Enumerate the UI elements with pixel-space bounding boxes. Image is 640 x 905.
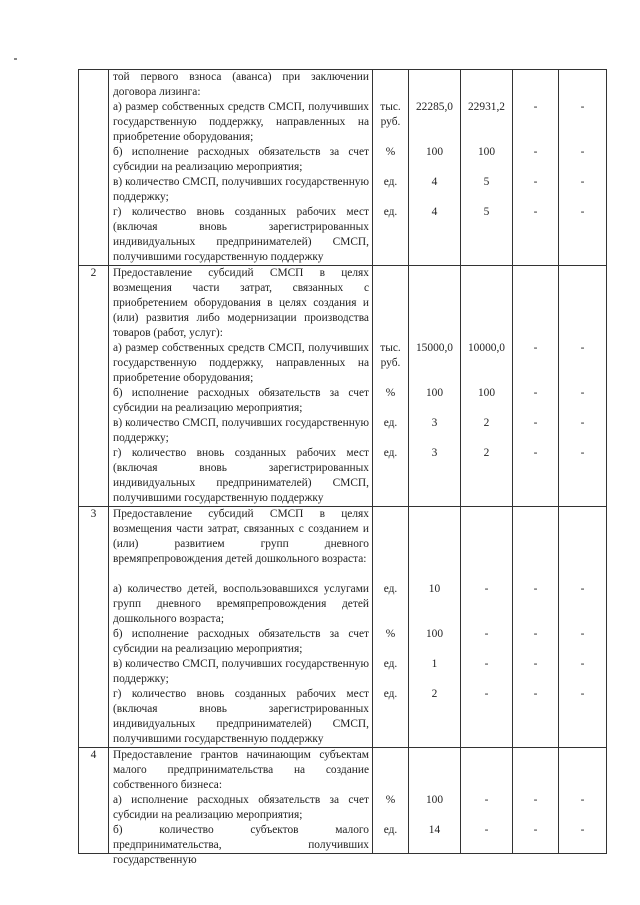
- heading-spacer: [513, 507, 558, 582]
- value-block: [373, 823, 408, 853]
- indicator-value: -: [533, 688, 538, 700]
- value-cell: [559, 748, 607, 854]
- indicator-value: 2: [483, 417, 490, 429]
- value-block: [373, 687, 408, 747]
- value-block: [559, 446, 606, 506]
- table-row: [79, 70, 607, 266]
- value-block: [373, 386, 408, 416]
- unit-label: %: [385, 628, 396, 640]
- row-number: 2: [79, 266, 109, 507]
- value-cell: [461, 748, 513, 854]
- heading-spacer: [409, 266, 460, 341]
- heading-spacer: [373, 748, 408, 793]
- unit-label: %: [385, 146, 396, 158]
- value-block: [559, 100, 606, 145]
- value-block: [373, 657, 408, 687]
- value-block: [559, 416, 606, 446]
- indicator-value: -: [533, 824, 538, 836]
- indicator-value: 22931,2: [467, 101, 506, 113]
- row-heading: Предоставление субсидий СМСП в целях возмещения части затрат, связанных с приобретением оборудования в целях создания и (или) развития либо модернизации производства товаров (работ, услуг):: [113, 267, 369, 339]
- indicator-value: -: [580, 583, 585, 595]
- value-block: [461, 386, 512, 416]
- value-block: [461, 416, 512, 446]
- value-block: [373, 341, 408, 386]
- value-block: [513, 687, 558, 747]
- indicator-value: 10000,0: [467, 342, 506, 354]
- value-block: [373, 627, 408, 657]
- value-cell: [513, 266, 559, 507]
- unit-label: руб.: [380, 357, 401, 369]
- indicator-value: 100: [425, 628, 444, 640]
- indicator-text: г) количество вновь созданных рабочих мест (включая вновь зарегистрированных индивидуальных предпринимателей) СМСП, получившими государственную поддержку: [113, 206, 369, 263]
- indicator-text: б) количество субъектов малого предпринимательства, получивших государственную: [113, 824, 369, 866]
- row-heading: Предоставление субсидий СМСП в целях возмещения части затрат, связанных с созданием и (или) развитием групп дневного времяпрепровождения детей дошкольного возраста:: [113, 508, 369, 565]
- value-block: [559, 205, 606, 265]
- indicator-value: -: [533, 146, 538, 158]
- table-row: [79, 507, 607, 748]
- indicator-value: -: [580, 417, 585, 429]
- indicator-value: 100: [425, 387, 444, 399]
- indicator-text: в) количество СМСП, получивших государственную поддержку;: [113, 417, 369, 444]
- table-row: [79, 266, 607, 507]
- indicator-value: 100: [425, 794, 444, 806]
- indicator-value: -: [580, 176, 585, 188]
- table-row: [79, 748, 607, 854]
- value-block: [513, 793, 558, 823]
- indicator-value: 5: [483, 206, 490, 218]
- indicator-text: а) размер собственных средств СМСП, получивших государственную поддержку, направленных на приобретение оборудования;: [113, 342, 369, 384]
- row-heading: Предоставление грантов начинающим субъектам малого предпринимательства на создание собственного бизнеса:: [113, 749, 369, 791]
- indicator-text: б) исполнение расходных обязательств за счет субсидии на реализацию мероприятия;: [113, 146, 369, 173]
- indicator-value: -: [533, 794, 538, 806]
- indicator-text: б) исполнение расходных обязательств за счет субсидии на реализацию мероприятия;: [113, 628, 369, 655]
- indicator-value: -: [580, 447, 585, 459]
- value-block: [513, 416, 558, 446]
- unit-cell: [373, 70, 409, 266]
- row-number: [79, 70, 109, 266]
- indicators-table: [78, 69, 607, 866]
- value-block: [559, 627, 606, 657]
- value-block: [559, 386, 606, 416]
- value-block: [461, 446, 512, 506]
- row-description: [109, 507, 373, 748]
- value-block: [513, 657, 558, 687]
- row-number: 4: [79, 748, 109, 854]
- indicator-value: 10: [428, 583, 441, 595]
- value-block: [409, 145, 460, 175]
- indicator-value: -: [533, 206, 538, 218]
- row-heading: той первого взноса (аванса) при заключении договора лизинга:: [113, 71, 369, 98]
- heading-spacer: [513, 266, 558, 341]
- value-block: [409, 341, 460, 386]
- indicator-value: -: [533, 447, 538, 459]
- heading-spacer: [513, 748, 558, 793]
- value-block: [373, 100, 408, 145]
- indicator-text: в) количество СМСП, получивших государственную поддержку;: [113, 176, 369, 203]
- value-block: [409, 100, 460, 145]
- indicator-text: а) исполнение расходных обязательств за счет субсидии на реализацию мероприятия;: [113, 794, 369, 821]
- value-cell: [461, 266, 513, 507]
- value-block: [559, 823, 606, 853]
- value-block: [409, 446, 460, 506]
- heading-spacer: [559, 70, 606, 100]
- indicator-value: 15000,0: [415, 342, 454, 354]
- unit-label: ед.: [383, 447, 398, 459]
- value-block: [373, 145, 408, 175]
- indicator-value: 4: [431, 206, 438, 218]
- row-description: [109, 266, 373, 507]
- indicator-value: -: [580, 688, 585, 700]
- indicator-text: а) количество детей, воспользовавшихся услугами групп дневного времяпрепровождения детей дошкольного возраста;: [113, 583, 369, 625]
- indicator-value: -: [533, 628, 538, 640]
- value-block: [461, 205, 512, 265]
- indicator-value: -: [580, 794, 585, 806]
- indicator-value: -: [580, 658, 585, 670]
- value-cell: [409, 70, 461, 266]
- value-block: [409, 205, 460, 265]
- value-block: [373, 416, 408, 446]
- heading-spacer: [373, 70, 408, 100]
- value-block: [461, 823, 512, 853]
- indicator-value: -: [533, 176, 538, 188]
- indicator-value: 14: [428, 824, 441, 836]
- indicator-text: а) размер собственных средств СМСП, получивших государственную поддержку, направленных на приобретение оборудования;: [113, 101, 369, 143]
- indicator-value: 2: [431, 688, 438, 700]
- unit-cell: [373, 748, 409, 854]
- value-block: [559, 687, 606, 747]
- value-cell: [513, 70, 559, 266]
- value-block: [461, 582, 512, 627]
- unit-label: руб.: [380, 116, 401, 128]
- unit-label: ед.: [383, 583, 398, 595]
- indicator-value: -: [484, 583, 489, 595]
- value-block: [373, 793, 408, 823]
- unit-label: ед.: [383, 176, 398, 188]
- unit-label: тыс.: [380, 342, 401, 354]
- value-block: [513, 446, 558, 506]
- heading-spacer: [409, 70, 460, 100]
- value-cell: [559, 266, 607, 507]
- indicator-value: -: [533, 342, 538, 354]
- value-block: [513, 582, 558, 627]
- value-block: [409, 627, 460, 657]
- heading-spacer: [373, 266, 408, 341]
- value-block: [409, 386, 460, 416]
- unit-label: ед.: [383, 206, 398, 218]
- scan-speck: [14, 58, 17, 60]
- row-number: 3: [79, 507, 109, 748]
- row-description: [109, 70, 373, 266]
- heading-spacer: [409, 507, 460, 582]
- heading-spacer: [461, 266, 512, 341]
- value-block: [461, 687, 512, 747]
- value-block: [373, 582, 408, 627]
- value-block: [461, 793, 512, 823]
- heading-spacer: [559, 266, 606, 341]
- indicator-value: -: [533, 387, 538, 399]
- indicator-value: -: [580, 342, 585, 354]
- value-block: [513, 341, 558, 386]
- value-block: [373, 175, 408, 205]
- value-block: [409, 175, 460, 205]
- value-block: [409, 416, 460, 446]
- unit-label: %: [385, 794, 396, 806]
- value-block: [373, 205, 408, 265]
- value-block: [513, 386, 558, 416]
- value-block: [461, 341, 512, 386]
- value-block: [409, 793, 460, 823]
- indicator-value: -: [533, 417, 538, 429]
- value-block: [461, 627, 512, 657]
- indicator-text: г) количество вновь созданных рабочих мест (включая вновь зарегистрированных индивидуальных предпринимателей) СМСП, получившими государственную поддержку: [113, 447, 369, 504]
- indicator-value: -: [580, 824, 585, 836]
- value-block: [513, 205, 558, 265]
- value-cell: [461, 70, 513, 266]
- value-cell: [513, 507, 559, 748]
- indicator-value: 100: [477, 146, 496, 158]
- heading-spacer: [373, 507, 408, 582]
- value-block: [559, 341, 606, 386]
- value-cell: [461, 507, 513, 748]
- heading-spacer: [409, 748, 460, 793]
- value-block: [461, 175, 512, 205]
- indicator-value: -: [580, 387, 585, 399]
- indicator-value: -: [484, 794, 489, 806]
- value-block: [513, 627, 558, 657]
- heading-spacer: [461, 70, 512, 100]
- value-cell: [409, 507, 461, 748]
- value-block: [559, 793, 606, 823]
- unit-label: тыс.: [380, 101, 401, 113]
- value-block: [513, 145, 558, 175]
- indicator-value: 4: [431, 176, 438, 188]
- value-block: [559, 582, 606, 627]
- indicator-value: -: [484, 628, 489, 640]
- indicator-value: -: [580, 628, 585, 640]
- unit-label: ед.: [383, 658, 398, 670]
- value-block: [409, 823, 460, 853]
- indicator-value: 22285,0: [415, 101, 454, 113]
- value-block: [373, 446, 408, 506]
- value-block: [513, 100, 558, 145]
- value-block: [559, 657, 606, 687]
- unit-label: ед.: [383, 824, 398, 836]
- indicator-value: -: [533, 101, 538, 113]
- indicator-value: 100: [425, 146, 444, 158]
- heading-spacer: [559, 748, 606, 793]
- value-block: [461, 100, 512, 145]
- indicator-text: г) количество вновь созданных рабочих мест (включая вновь зарегистрированных индивидуальных предпринимателей) СМСП, получившими государственную поддержку: [113, 688, 369, 745]
- indicator-value: -: [484, 658, 489, 670]
- value-block: [409, 582, 460, 627]
- indicator-value: 3: [431, 447, 438, 459]
- heading-spacer: [513, 70, 558, 100]
- value-block: [559, 175, 606, 205]
- indicator-text: в) количество СМСП, получивших государственную поддержку;: [113, 658, 369, 685]
- indicator-value: 5: [483, 176, 490, 188]
- indicator-value: -: [484, 824, 489, 836]
- indicator-value: 3: [431, 417, 438, 429]
- value-cell: [513, 748, 559, 854]
- unit-cell: [373, 266, 409, 507]
- indicator-value: -: [533, 658, 538, 670]
- unit-label: ед.: [383, 417, 398, 429]
- value-block: [513, 175, 558, 205]
- unit-label: %: [385, 387, 396, 399]
- indicator-value: -: [533, 583, 538, 595]
- value-block: [513, 823, 558, 853]
- unit-cell: [373, 507, 409, 748]
- value-cell: [409, 748, 461, 854]
- indicator-value: -: [484, 688, 489, 700]
- heading-spacer: [461, 507, 512, 582]
- unit-label: ед.: [383, 688, 398, 700]
- indicator-value: -: [580, 101, 585, 113]
- value-block: [409, 657, 460, 687]
- value-cell: [559, 70, 607, 266]
- indicator-value: 100: [477, 387, 496, 399]
- heading-spacer: [559, 507, 606, 582]
- indicator-text: б) исполнение расходных обязательств за счет субсидии на реализацию мероприятия;: [113, 387, 369, 414]
- value-block: [409, 687, 460, 747]
- indicator-value: -: [580, 146, 585, 158]
- value-cell: [409, 266, 461, 507]
- indicator-value: 1: [431, 658, 438, 670]
- row-description: [109, 748, 373, 866]
- value-block: [461, 657, 512, 687]
- value-block: [559, 145, 606, 175]
- indicator-value: -: [580, 206, 585, 218]
- value-block: [461, 145, 512, 175]
- heading-spacer: [461, 748, 512, 793]
- value-cell: [559, 507, 607, 748]
- indicator-value: 2: [483, 447, 490, 459]
